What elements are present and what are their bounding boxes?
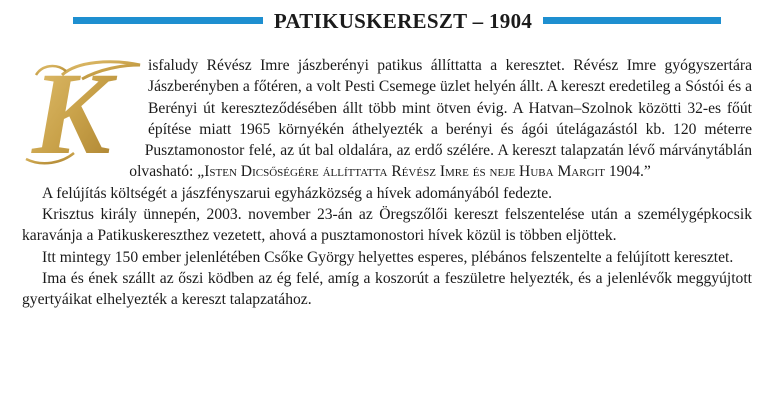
page-title: PATIKUSKERESZT – 1904: [273, 9, 533, 33]
title-header: [73, 9, 721, 33]
title-rule-right: [543, 17, 721, 24]
marble-inscription: „Isten Dicsőségére állíttatta Révész Imre és neje Huba Margit 1904.”: [197, 163, 651, 181]
svg-text:K: K: [32, 55, 111, 167]
paragraph-4: Itt mintegy 150 ember jelenlétében Csőke György helyettes esperes, plébános felszentelte a felújított keresztet.: [42, 248, 734, 266]
paragraph-3: Krisztus király ünnepén, 2003. november 23-án az Öregszőlői kereszt felszentelése után a személygépkocsik karavánja a Patikuskereszthez vezetett, ahová a pusztamonostori hívek közül is többen eljöttek.: [22, 206, 752, 245]
title-rule-left: [73, 17, 263, 24]
drop-cap-k: [22, 55, 144, 167]
article-body: [22, 55, 752, 311]
paragraph-5: Ima és ének szállt az őszi ködben az ég felé, amíg a koszorút a feszületre helyezték, és a jelenlévők meggyújtott gyertyáikat elhelyezték a kereszt talapzatához.: [22, 269, 752, 309]
paragraph-2: A felújítás költségét a jászfényszarui egyházközség a hívek adományából fedezte.: [42, 184, 553, 202]
paragraph-1-text: isfaludy Révész Imre jászberényi patikus állíttatta a keresztet. Révész Imre gyógyszertára Jászberényben a főtéren, a volt Pesti Csemege üzlet helyén állt. A kereszt eredetileg a Sóstói és a Berényi út kereszteződésében állt több mint ötven évig. A Hatvan–Szolnok közötti 32-es főút építése miatt 1965 környékén áthelyezték a berényi és ágói útelágazástól kb. 120 méterre Pusztamonostor felé, az út bal oldalára, az erdő szélére. A kereszt talapzatán lévő márványtáblán olvasható:: [129, 57, 752, 181]
drop-cap-k-letter: [22, 55, 144, 167]
